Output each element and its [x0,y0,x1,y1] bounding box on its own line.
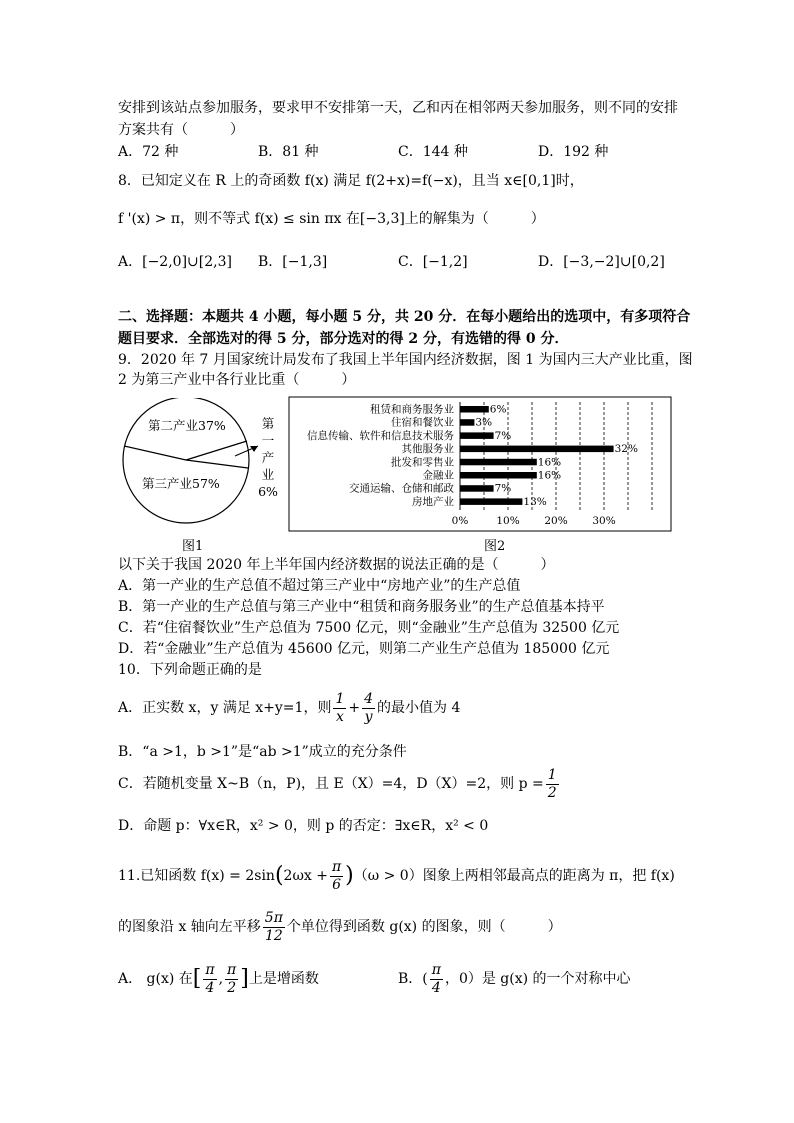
q9-line1: 9．2020 年 7 月国家统计局发布了我国上半年国内经济数据，图 1 为国内三大产业比重，图 [118,352,693,368]
q11-l1-suffix: （ω > 0）图象上两相邻最高点的距离为 π，把 f(x) [353,868,675,884]
pie-primary-char: 6% [258,484,278,499]
q7-option-b: B．81 种 [258,144,319,160]
frac-pi-over-4 [430,962,443,997]
q8-line1: 8．已知定义在 R 上的奇函数 f(x) 满足 f(2+x)=f(−x)，且当 x∈[0,1]时， [118,173,584,189]
right-bracket: ] [240,966,249,991]
q8-option-c: C．[−1,2] [398,254,468,270]
bar-value-label: 16% [537,469,562,482]
pie-primary-char: 第 [261,416,275,431]
left-paren: ( [274,863,284,888]
pie-label-secondary: 第二产业37% [148,418,226,433]
bar-category-label: 租赁和商务服务业 [370,403,454,416]
pie-label-tertiary: 第三产业57% [142,476,220,491]
bar-category-label: 信息传输、软件和信息技术服务 [307,429,454,442]
q9-option-d: D．若“金融业”生产总值为 45600 亿元，则第二产业生产总值为 185000 亿元 [118,641,610,657]
pie-chart [118,398,290,538]
pie-primary-char: 产 [261,450,275,465]
frac-den: 2 [227,979,237,996]
frac-4-over-y [362,691,375,726]
q11-l1-prefix: 11.已知函数 f(x) = 2sin [118,868,275,884]
q10-option-c [118,764,561,804]
q7-line2: 方案共有（ ） [118,122,244,138]
q11-l2-prefix: 的图象沿 x 轴向左平移 [118,919,261,935]
q8-option-b: B．[−1,3] [258,254,328,270]
bar [460,419,474,426]
q7-option-a: A．72 种 [118,144,179,160]
q9-option-a: A．第一产业的生产总值不超过第三产业中“房地产业”的生产总值 [118,578,521,594]
frac-5pi-over-12 [263,910,285,945]
q7-option-c: C．144 种 [398,144,468,160]
bar-tick-label: 0% [451,515,469,527]
frac-1-over-x [333,691,346,726]
q11-l1-mid: 2ωx + [283,868,328,884]
q10-title: 10．下列命题正确的是 [118,662,262,678]
q11-a-suffix: 上是增函数 [248,971,319,987]
bar-category-label: 批发和零售业 [391,456,454,469]
q7-line1: 安排到该站点参加服务，要求甲不安排第一天，乙和丙在相邻两天参加服务，则不同的安排 [118,100,678,116]
pie-primary-char: 业 [261,467,275,482]
bar-category-label: 住宿和餐饮业 [391,416,454,429]
bar [460,485,494,492]
pie-label-primary [258,416,278,499]
q8-line2: f '(x) > π，则不等式 f(x) ≤ sin πx 在[−3,3]上的解集为（ ） [118,211,545,227]
q7-option-d: D．192 种 [538,144,609,160]
frac-den: y [364,708,373,725]
bar [460,446,614,453]
bar-svg [288,396,672,532]
section2-line1: 二、选择题：本题共 4 小题，每小题 5 分，共 20 分．在每小题给出的选项中，有多项符合 [118,309,691,325]
bar [460,459,537,466]
frac-num: 4 [364,690,374,707]
bar-value-label: 7% [494,429,512,442]
frac-num: π [431,961,441,978]
bar [460,472,537,479]
frac-den: 6 [332,876,341,893]
q11-line2 [118,906,562,948]
pie-svg [118,398,290,538]
q8-option-d: D．[−3,−2]∪[0,2] [538,254,665,270]
frac-pi-over-4 [203,962,216,997]
bar-value-label: 13% [523,495,547,508]
bar-tick-label: 20% [544,515,568,527]
q9-stem: 以下关于我国 2020 年上半年国内经济数据的说法正确的是（ ） [118,557,555,573]
bar-value-label: 6% [489,403,507,416]
bar-category-label: 交通运输、仓储和邮政 [349,482,454,495]
q11-l2-suffix: 个单位得到函数 g(x) 的图象，则（ ） [286,919,562,935]
figure1-caption: 图1 [182,539,204,554]
bar [460,432,494,439]
q11-line1 [118,855,675,897]
q11-option-a: A． g(x) 在[ $\frac{\pi}{4}$ , $\frac{\pi}{2}$ ]上是增函数 [118,961,319,996]
frac-den: 4 [205,979,215,996]
q10-c-prefix: C．若随机变量 X~B（n，P)，且 E（X）=4，D（X）=2，则 p = [118,776,544,792]
frac-pi-over-2 [225,962,238,997]
q11-option-b [398,958,631,1000]
q9-option-c: C．若“住宿餐饮业”生产总值为 7500 亿元，则“金融业”生产总值为 32500 亿元 [118,620,620,636]
bar-tick-label: 30% [592,515,616,527]
bar-tick-label: 10% [496,515,520,527]
q10-option-b: B．“a >1，b >1”是“ab >1”成立的充分条件 [118,744,407,760]
bar-category-label: 其他服务业 [401,443,454,456]
bar-category-label: 金融业 [422,469,454,482]
frac-den: 12 [264,927,283,944]
bar-category-label: 房地产业 [412,495,454,508]
frac-pi-over-6 [330,859,343,894]
frac-num: π [331,858,342,875]
q11-b-suffix: ，0）是 g(x) 的一个对称中心 [444,971,631,987]
bar-value-label: 16% [537,456,562,469]
frac-num: π [227,961,237,978]
frac-num: π [205,961,215,978]
q9-option-b: B．第一产业的生产总值与第三产业中“租赁和商务服务业”的生产总值基本持平 [118,599,605,615]
left-bracket: [ [192,966,202,991]
q10-a-suffix: 的最小值为 4 [377,700,461,716]
bar [460,406,489,413]
section2-line2: 题目要求．全部选对的得 5 分，部分选对的得 2 分，有选错的得 0 分． [118,331,569,347]
frac-num: 1 [335,690,345,707]
bar-chart [288,396,672,532]
frac-num: 5π [264,909,283,926]
q9-line2: 2 为第三产业中各行业比重（ ） [118,372,356,388]
right-paren: ) [345,863,354,888]
frac-den: 2 [547,784,557,801]
pie-primary-char: 一 [261,433,275,448]
frac-den: x [335,708,344,725]
q11-b-prefix: B．( [398,971,428,987]
q11-a-prefix: A． g(x) 在 [118,971,193,987]
bar-value-label: 7% [494,482,512,495]
figure2-caption: 图2 [484,539,506,554]
frac-one-half [546,767,559,802]
bar [460,498,522,505]
bar-value-label: 3% [475,416,493,429]
q10-option-a: A．正实数 x，y 满足 x+y=1，则 $\frac{1}{x}$ + $\frac{4}{y}$ 的最小值为 4 [118,690,461,725]
frac-den: 4 [431,979,441,996]
q10-option-d: D．命题 p：∀x∈R，x² > 0，则 p 的否定：∃x∈R，x² < 0 [118,818,489,834]
q8-option-a: A．[−2,0]∪[2,3] [118,254,232,270]
frac-num: 1 [547,766,557,783]
q10-a-prefix: A．正实数 x，y 满足 x+y=1，则 [118,700,332,716]
bar-value-label: 32% [614,443,638,456]
